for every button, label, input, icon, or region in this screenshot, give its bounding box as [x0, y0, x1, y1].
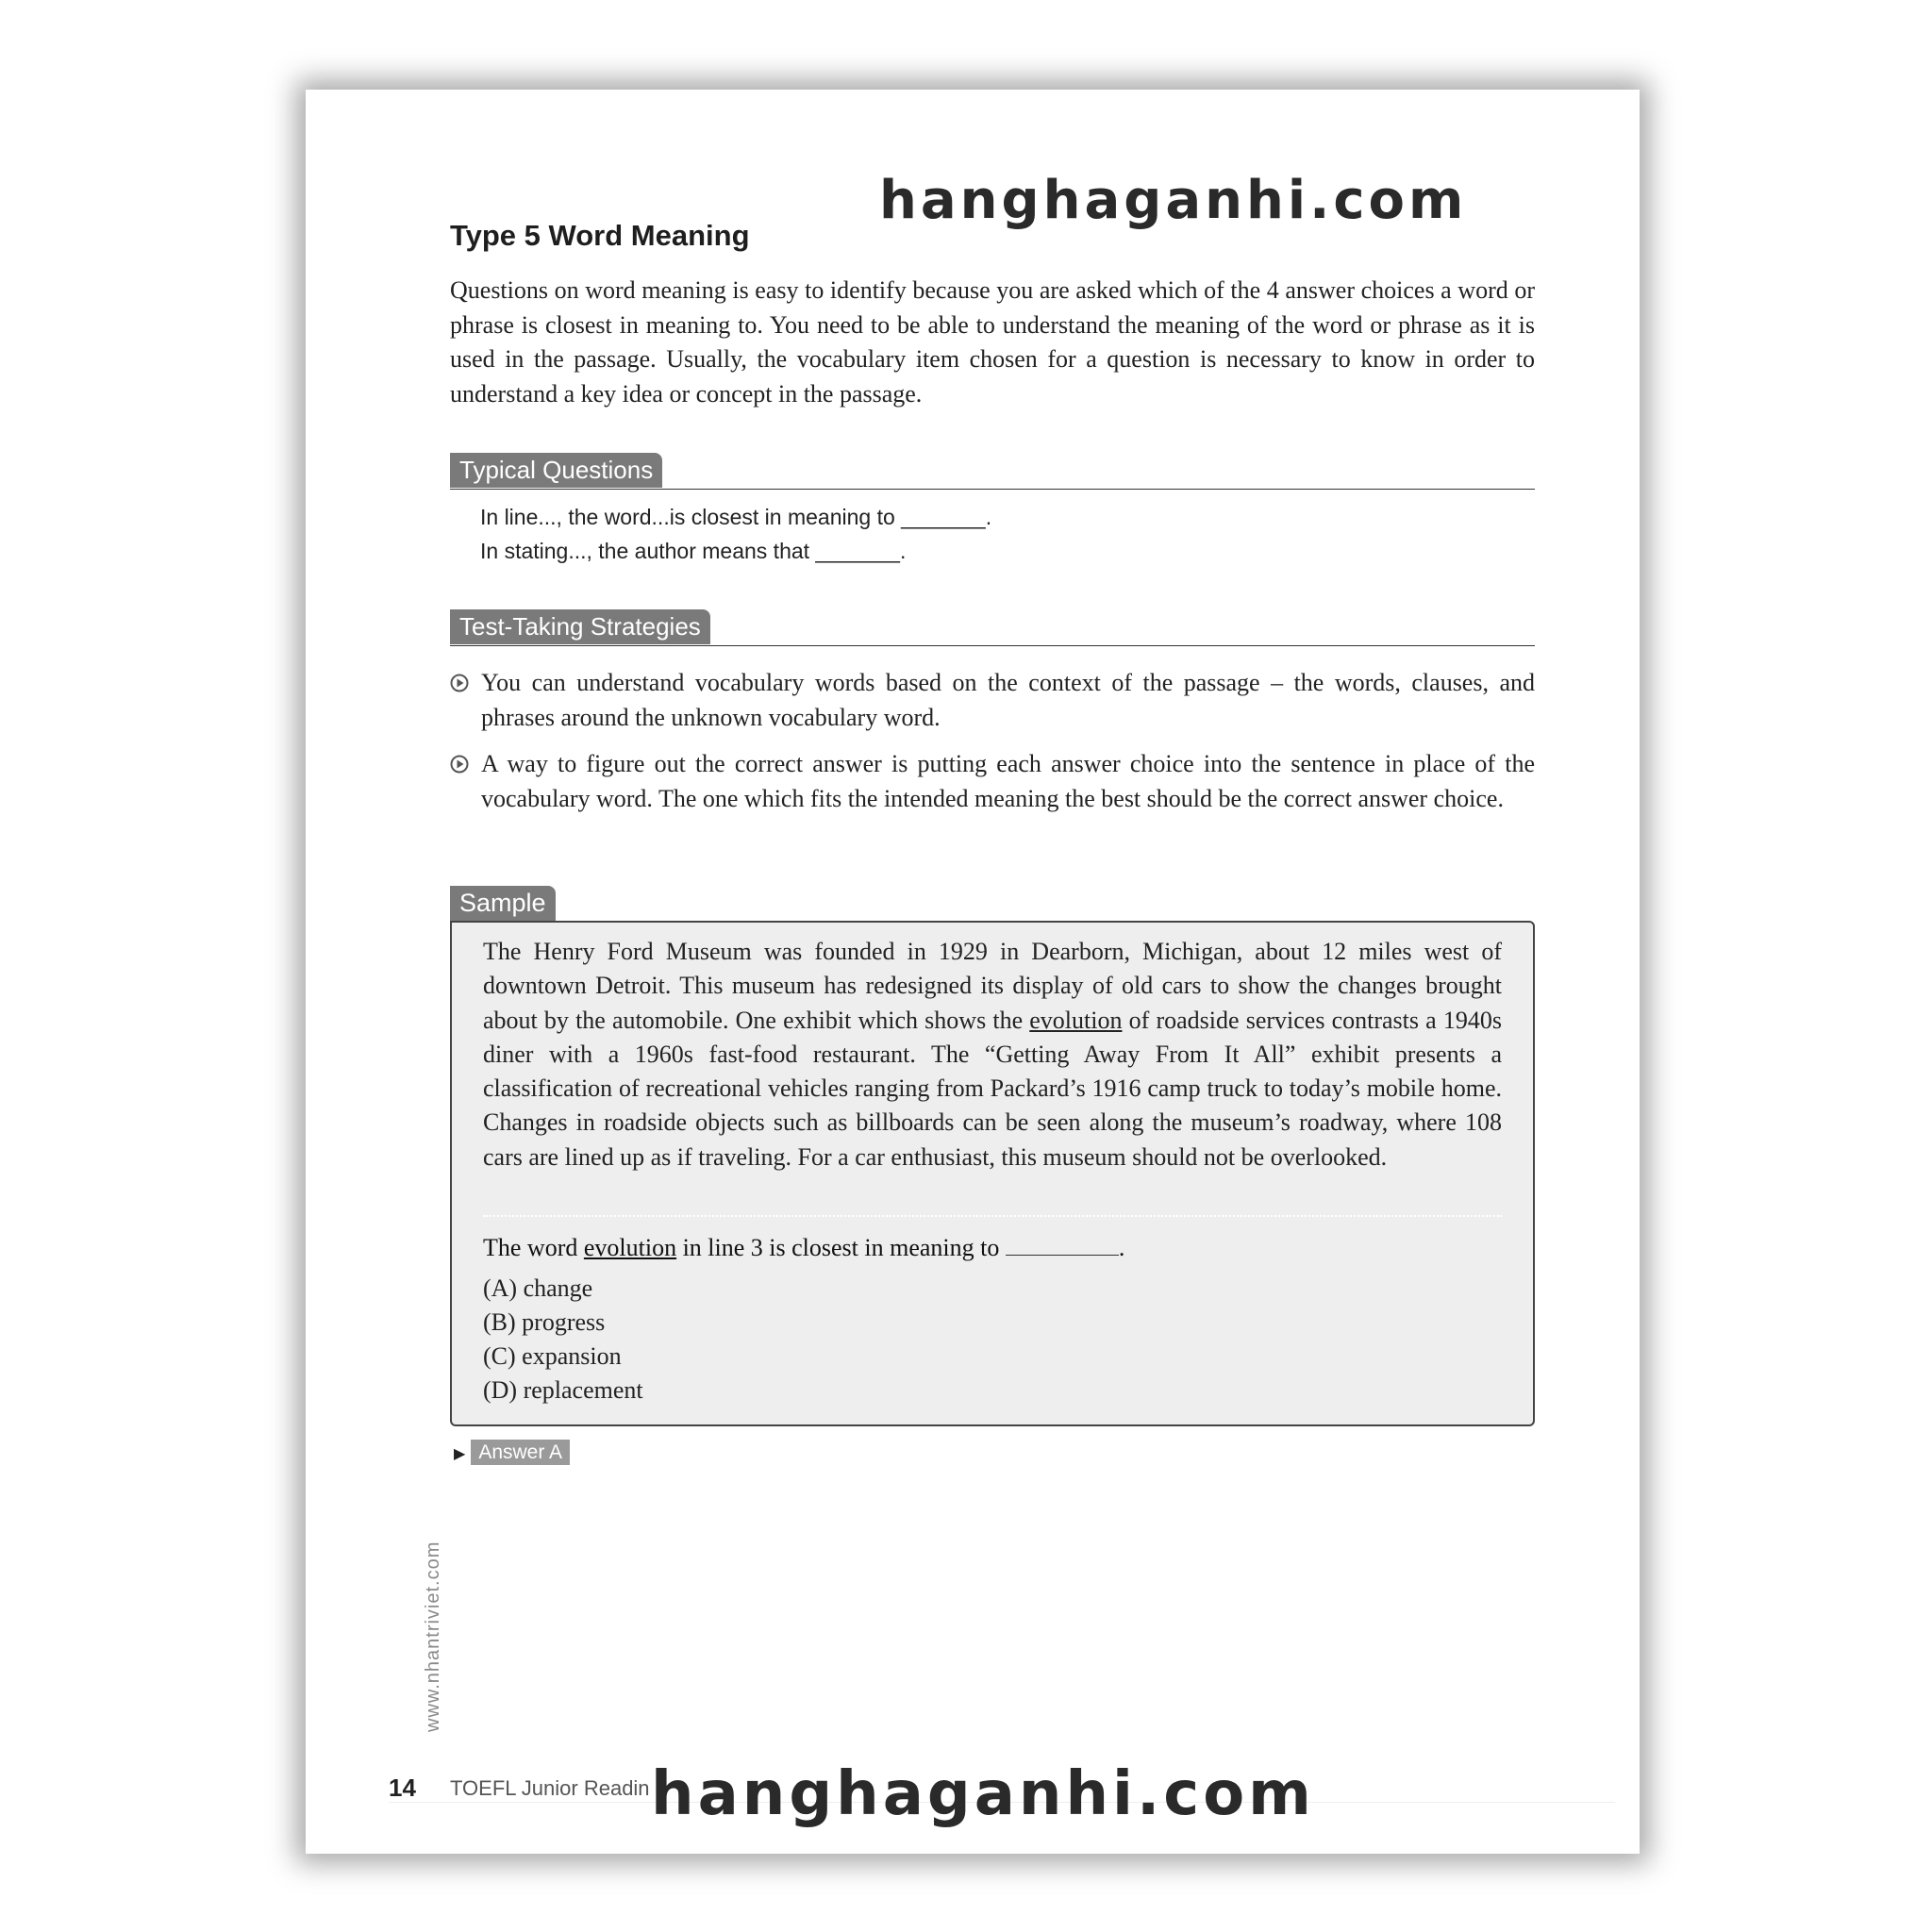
heading-title: Word Meaning — [548, 219, 750, 252]
heading-type: Type 5 — [450, 219, 541, 252]
typical-questions-header — [450, 453, 1535, 490]
strategies-header — [450, 609, 1535, 646]
typical-questions-list — [480, 500, 991, 568]
answer-label: Answer A — [471, 1440, 570, 1465]
intro-paragraph: Questions on word meaning is easy to identify because you are asked which of the 4 answer choices a word or phrase is closest in meaning to. You need to be able to understand the meaning of the word or phrase as it is used in the passage. Usually, the vocabulary item chosen for a question is necessary to know in order to understand a key idea or concept in the passage. — [450, 276, 1535, 408]
play-circle-icon — [450, 674, 469, 692]
typical-question: In stating..., the author means that _______. — [480, 539, 907, 563]
strategies-list — [450, 666, 1535, 828]
typical-question: In line..., the word...is closest in meaning to _______. — [480, 505, 992, 529]
strategy-text: A way to figure out the correct answer is putting each answer choice into the sentence in place of the vocabulary word. The one which fits the intended meaning the best should be the correct answer choice. — [481, 750, 1535, 812]
play-circle-icon — [450, 755, 469, 774]
section-heading — [450, 219, 750, 253]
passage-text: The Henry Ford Museum was founded in 1929 in Dearborn, Michigan, about 12 miles west of downtown Detroit. This museum has redesigned its display of old cars to show the changes brought about by the automobile. One exhibit which shows the — [483, 938, 1502, 1034]
choice-a: (A) change — [483, 1274, 593, 1302]
choice-c: (C) expansion — [483, 1342, 622, 1370]
strategy-item — [450, 747, 1535, 816]
dotted-divider — [483, 1215, 1502, 1217]
page-number: 14 — [389, 1774, 416, 1802]
footer-book-title: TOEFL Junior Readin — [450, 1776, 650, 1800]
watermark-bottom: hanghaganhi.com — [651, 1759, 1315, 1829]
passage-text: of roadside services contrasts a 1940s diner with a 1960s fast-food restaurant. The “Getting Away From It All” exhibit presents a classification of recreational vehicles ranging from Packard’s 1916 camp truck to today’s mobile home. Changes in roadside objects such as billboards can be seen along the museum’s roadway, where 108 cars are lined up as if traveling. For a car enthusiast, this museum should not be overlooked. — [483, 1006, 1502, 1171]
question-text: in line 3 is closest in meaning to — [676, 1234, 1006, 1261]
answer-key — [454, 1441, 570, 1464]
question-target-word: evolution — [583, 1234, 677, 1261]
question-text: The word — [483, 1234, 584, 1261]
sample-passage — [483, 935, 1502, 1174]
watermark-top: hanghaganhi.com — [879, 170, 1468, 231]
sample-box — [450, 921, 1535, 1426]
passage-target-word: evolution — [1029, 1006, 1123, 1034]
typical-questions-label: Typical Questions — [450, 453, 662, 488]
choice-d: (D) replacement — [483, 1376, 643, 1404]
answer-blank — [1006, 1255, 1119, 1256]
publisher-url: www.nhantriviet.com — [423, 1541, 443, 1732]
strategies-label: Test-Taking Strategies — [450, 609, 710, 644]
triangle-right-icon: ▶ — [454, 1446, 466, 1462]
sample-question: The word evolution in line 3 is closest in meaning to . — [483, 1234, 1125, 1261]
sample-label: Sample — [450, 886, 556, 921]
answer-choices — [483, 1272, 643, 1407]
strategy-item — [450, 666, 1535, 735]
choice-b: (B) progress — [483, 1308, 606, 1336]
strategy-text: You can understand vocabulary words based on the context of the passage – the words, clauses, and phrases around the unknown vocabulary word. — [481, 669, 1535, 731]
